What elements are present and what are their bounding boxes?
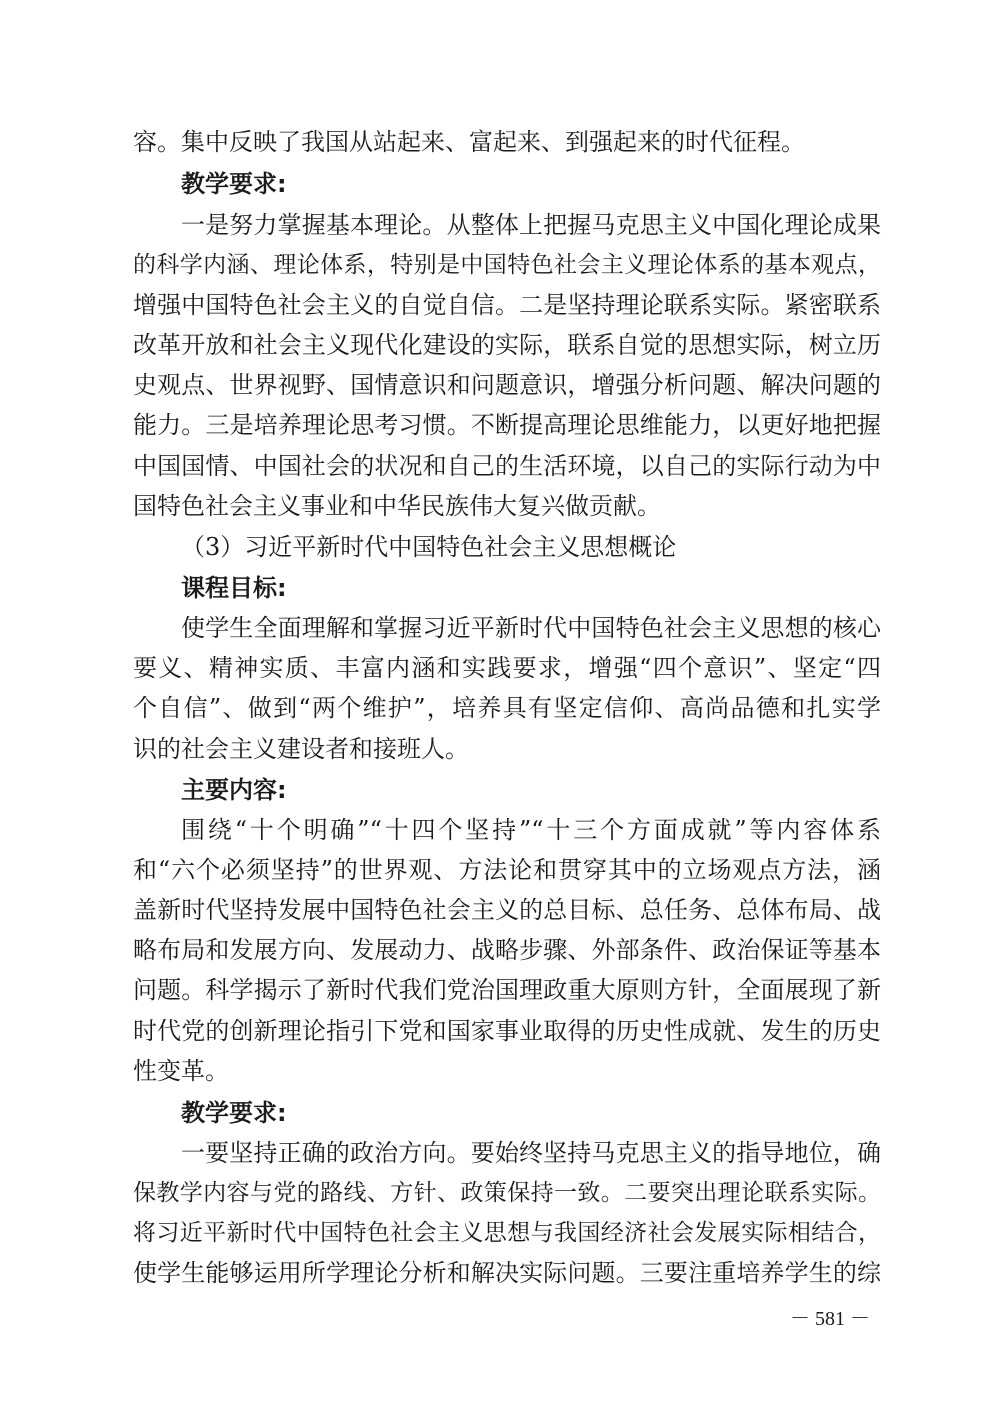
paragraph-line: 个自信”、做到“两个维护”，培养具有坚定信仰、高尚品德和扎实学 — [133, 694, 881, 722]
paragraph-line: 使学生全面理解和掌握习近平新时代中国特色社会主义思想的核心 — [181, 614, 881, 642]
section-heading-course-objectives: 课程目标: — [181, 574, 287, 602]
paragraph-line: 容。集中反映了我国从站起来、富起来、到强起来的时代征程。 — [133, 128, 805, 156]
paragraph-line: 和“六个必须坚持”的世界观、方法论和贯穿其中的立场观点方法，涵 — [133, 856, 881, 884]
paragraph-line: 的科学内涵、理论体系，特别是中国特色社会主义理论体系的基本观点， — [133, 252, 881, 278]
section-heading-main-content: 主要内容: — [181, 776, 287, 804]
section-heading-teaching-requirements: 教学要求: — [181, 1099, 287, 1127]
paragraph-line: 保教学内容与党的路线、方针、政策保持一致。二要突出理论联系实际。 — [133, 1180, 881, 1206]
paragraph-line: 识的社会主义建设者和接班人。 — [133, 735, 469, 763]
paragraph-line: 能力。三是培养理论思考习惯。不断提高理论思维能力，以更好地把握 — [133, 411, 881, 439]
paragraph-line: 要义、精神实质、丰富内涵和实践要求，增强“四个意识”、坚定“四 — [133, 654, 881, 682]
paragraph-line: 一要坚持正确的政治方向。要始终坚持马克思主义的指导地位，确 — [181, 1139, 881, 1167]
paragraph-line: 国特色社会主义事业和中华民族伟大复兴做贡献。 — [133, 492, 661, 520]
page-number: － 581 － — [790, 1308, 870, 1330]
paragraph-line: 盖新时代坚持发展中国特色社会主义的总目标、总任务、总体布局、战 — [133, 896, 881, 924]
paragraph-line: 略布局和发展方向、发展动力、战略步骤、外部条件、政治保证等基本 — [133, 936, 881, 964]
paragraph-line: 中国国情、中国社会的状况和自己的生活环境，以自己的实际行动为中 — [133, 452, 881, 480]
paragraph-line: 围绕“十个明确”“十四个坚持”“十三个方面成就”等内容体系 — [181, 816, 881, 844]
paragraph-line: 增强中国特色社会主义的自觉自信。二是坚持理论联系实际。紧密联系 — [133, 291, 881, 319]
paragraph-line: 将习近平新时代中国特色社会主义思想与我国经济社会发展实际相结合， — [133, 1220, 881, 1246]
section-heading-teaching-requirements: 教学要求: — [181, 170, 287, 198]
paragraph-line: 性变革。 — [133, 1057, 229, 1085]
paragraph-line: 史观点、世界视野、国情意识和问题意识，增强分析问题、解决问题的 — [133, 371, 881, 399]
paragraph-line: 时代党的创新理论指引下党和国家事业取得的历史性成就、发生的历史 — [133, 1017, 881, 1045]
paragraph-line: 问题。科学揭示了新时代我们党治国理政重大原则方针，全面展现了新 — [133, 976, 881, 1004]
paragraph-line: 使学生能够运用所学理论分析和解决实际问题。三要注重培养学生的综 — [133, 1259, 881, 1287]
course-title: （3）习近平新时代中国特色社会主义思想概论 — [181, 533, 677, 561]
paragraph-line: 一是努力掌握基本理论。从整体上把握马克思主义中国化理论成果 — [181, 211, 881, 239]
paragraph-line: 改革开放和社会主义现代化建设的实际，联系自觉的思想实际，树立历 — [133, 331, 881, 359]
